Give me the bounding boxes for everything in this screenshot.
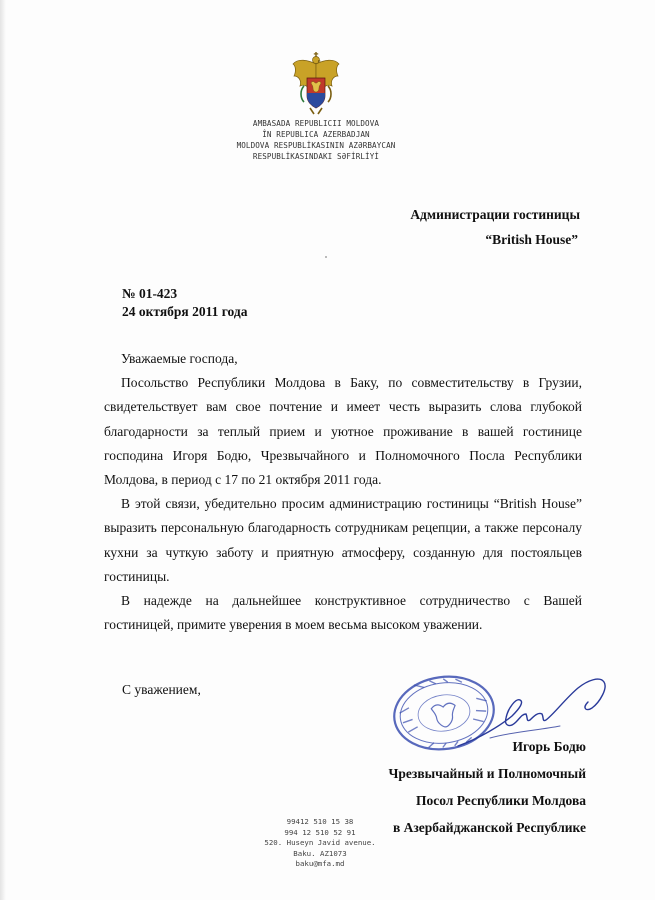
- addressee-hotel-name: “British House”: [485, 232, 578, 247]
- signatory-title: Посол Республики Молдова: [415, 793, 586, 808]
- signatory-title: в Азербайджанской Республике: [392, 820, 586, 835]
- signatory-block: [389, 733, 586, 841]
- moldova-coat-of-arms-icon: [290, 50, 342, 118]
- greeting: Уважаемые господа,: [121, 351, 238, 366]
- letterhead-line: AMBASADA REPUBLICII MOLDOVA: [252, 119, 380, 128]
- letterhead-line: ÎN REPUBLICA AZERBADJAN: [262, 130, 370, 139]
- scan-edge-shadow: [0, 0, 6, 900]
- embassy-letterhead: [196, 118, 436, 162]
- reference-block: [122, 285, 247, 321]
- signatory-name: Игорь Бодю: [512, 739, 586, 754]
- letterhead-line: MOLDOVA RESPUBLİKASININ AZƏRBAYCAN: [236, 141, 396, 150]
- city-postcode: Baku. AZ1073: [293, 848, 347, 858]
- addressee-block: [410, 202, 580, 252]
- body-paragraph: В надежде на дальнейшее конструктивное сотрудничество с Вашей гостиницей, примите уверения в моем весьма высоком уважении.: [104, 593, 582, 633]
- letter-date: 24 октября 2011 года: [122, 304, 248, 319]
- scan-speck: [325, 256, 327, 258]
- signatory-title: Чрезвычайный и Полномочный: [388, 766, 586, 781]
- closing-phrase: С уважением,: [122, 682, 201, 697]
- body-paragraph: В этой связи, убедительно просим администрацию гостиницы “British House” выразить персональную благодарность сотрудникам рецепции, а также персоналу кухни за чуткую заботу и приятную атмосферу, созданную для постояльцев гостиницы.: [104, 496, 582, 584]
- fax-number: 994 12 510 52 91: [284, 827, 356, 837]
- phone-number: 99412 510 15 38: [286, 817, 354, 826]
- street-address: 520. Huseyn Javid avenue.: [264, 838, 376, 847]
- body-paragraph: Посольство Республики Молдова в Баку, по совместительству в Грузии, свидетельствует вам свое почтение и имеет честь выразить слова глубокой благодарности за теплый прием и уютное проживание в вашей гостинице господина Игоря Бодю, Чрезвычайного и Полномочного Посла Республики Молдова, в период с 17 по 21 октября 2011 года.: [104, 375, 582, 488]
- addressee-line: Администрации гостиницы: [410, 207, 580, 222]
- email-address: baku@mfa.md: [295, 859, 345, 868]
- letterhead-line: RESPUBLİKASINDAKI SƏFİRLİYİ: [252, 152, 380, 161]
- reference-number: № 01-423: [122, 286, 178, 301]
- footer-contacts: [250, 817, 390, 870]
- letter-body: [104, 347, 582, 637]
